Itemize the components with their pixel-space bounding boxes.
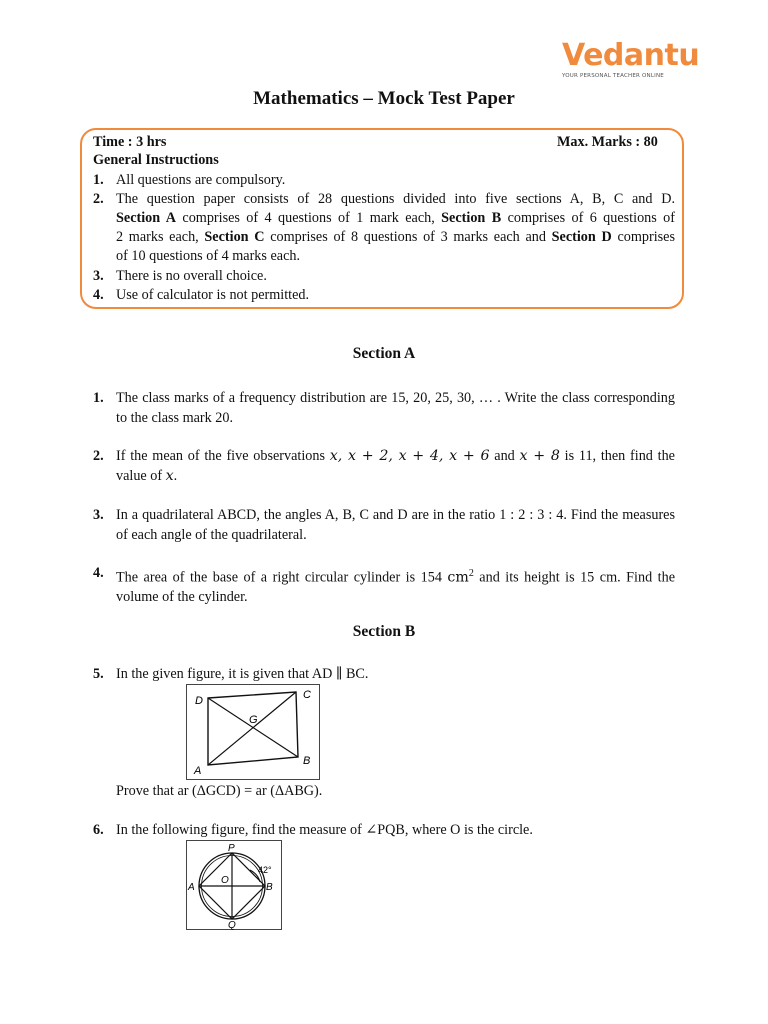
question-text: The class marks of a frequency distribution are 15, 20, 25, 30, … . Write the class corresponding to the class mark 20. [116, 390, 675, 426]
label-a: A [188, 882, 195, 893]
label-b: B [303, 755, 311, 767]
instruction-line: of 10 questions of 4 marks each. [116, 248, 301, 264]
q2-pre: If the mean of the five observations [116, 448, 330, 464]
question-text: In a quadrilateral ABCD, the angles A, B, C and D are in the ratio 1 : 2 : 3 : 4. Find the measures of each angle of the quadrilateral. [116, 507, 675, 543]
q2-math-1: x, x + 2, x + 4, x + 6 [329, 448, 490, 464]
question-number: 6. [93, 822, 104, 838]
instruction-line-text: 2 marks each, Section C comprises of 8 questions of 3 marks each and Section D comprises [116, 229, 675, 245]
instruction-num: 4. [93, 287, 104, 303]
label-c: C [303, 689, 311, 701]
instruction-line: The question paper consists of 28 questions divided into five sections A, B, C and D. [116, 191, 675, 207]
instruction-num: 1. [93, 172, 104, 188]
logo-tagline: YOUR PERSONAL TEACHER ONLINE [562, 73, 664, 79]
label-g: G [249, 714, 258, 726]
question-number: 1. [93, 390, 104, 406]
instruction-text: All questions are compulsory. [116, 172, 286, 188]
figure-q6-circle [186, 840, 282, 930]
question-number: 3. [93, 507, 104, 523]
q2-post: is 11, then find the value of [116, 448, 675, 484]
instruction-num: 3. [93, 268, 104, 284]
label-p: P [228, 843, 235, 854]
question-number: 4. [93, 565, 104, 581]
instructions-heading: General Instructions [93, 152, 219, 168]
label-o: O [221, 875, 229, 886]
instruction-text: There is no overall choice. [116, 268, 267, 284]
figure-q5-quadrilateral [186, 684, 320, 780]
question-number: 2. [93, 448, 104, 464]
question-text [116, 564, 675, 608]
question-text: In the given figure, it is given that AD ∥ BC. [116, 666, 369, 682]
instruction-line-text: Section A comprises of 4 questions of 1 mark each, Section B comprises of 6 questions of [116, 210, 675, 226]
label-q: Q [228, 920, 236, 930]
label-b: B [266, 882, 273, 893]
logo-brand: Vedantu [562, 38, 700, 73]
instruction-num: 2. [93, 191, 104, 207]
time-label: Time : 3 hrs [93, 134, 167, 150]
q4-post: and its height is 15 cm. Find the volume of the cylinder. [116, 569, 675, 606]
label-a: A [194, 765, 202, 777]
instruction-text: Use of calculator is not permitted. [116, 287, 310, 303]
label-angle: 42° [258, 865, 272, 875]
instruction-line [116, 209, 675, 228]
label-d: D [195, 695, 203, 707]
max-marks-label: Max. Marks : 80 [557, 134, 658, 150]
q2-math-2: x + 8 [519, 448, 560, 464]
q2-math-3: x [165, 467, 174, 484]
question-text: In the following figure, find the measure of ∠PQB, where O is the circle. [116, 822, 533, 838]
section-a-heading: Section A [352, 345, 416, 362]
vedantu-logo [560, 38, 700, 82]
question-number: 5. [93, 666, 104, 682]
question-text [116, 447, 675, 486]
q4-pre: The area of the base of a right circular cylinder is 154 [116, 569, 448, 586]
figure-border [187, 685, 320, 780]
q2-mid: and [489, 448, 520, 464]
q4-unit: cm [447, 569, 469, 586]
section-b-heading: Section B [352, 623, 416, 640]
question-after-text: Prove that ar (ΔGCD) = ar (ΔABG). [116, 783, 323, 799]
page-title: Mathematics – Mock Test Paper [253, 88, 515, 109]
q4-sup: 2 [468, 568, 474, 579]
q2-end: . [173, 467, 178, 484]
instruction-line [116, 228, 675, 247]
